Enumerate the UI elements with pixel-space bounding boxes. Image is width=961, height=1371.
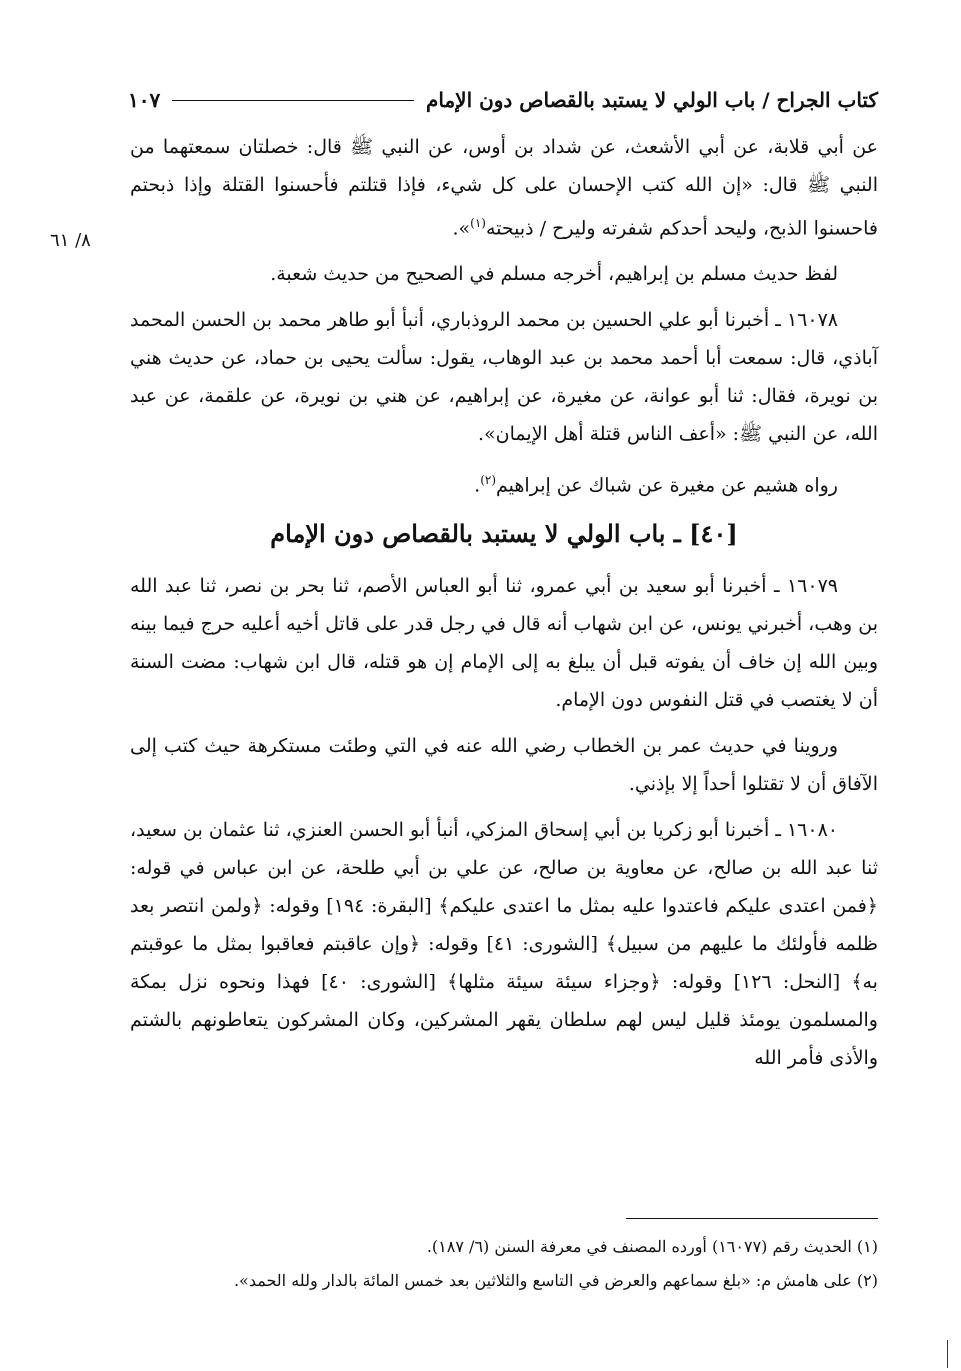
paragraph: لفظ حديث مسلم بن إبراهيم، أخرجه مسلم في الصحيح من حديث شعبة.	[270, 263, 838, 286]
hadith-16079: ١٦٠٧٩ ـ أخبرنا أبو سعيد بن أبي عمرو، ثنا أبو العباس الأصم، ثنا بحر بن نصر، ثنا عبد الله بن وهب، أخبرني يونس، عن ابن شهاب أنه قال في رجل قدر على قاتل أخيه أعليه حرج فيما بينه وبين الله إن خاف أن يفوته قبل أن يبلغ به إلى الإمام إن هو قتله، قال ابن شهاب: مضت السنة أن لا يغتصب في قتل النفوس دون الإمام.	[130, 574, 878, 711]
footnote-separator	[626, 1218, 878, 1219]
main-text	[130, 128, 878, 1085]
footnote-marker: (١)	[470, 216, 486, 230]
hadith-16080: ١٦٠٨٠ ـ أخبرنا أبو زكريا بن أبي إسحاق المزكي، أنبأ أبو الحسن العنزي، ثنا عثمان بن سعيد، ثنا عبد الله بن صالح، عن معاوية بن صالح، عن علي بن أبي طلحة، عن ابن عباس في قوله: ﴿فمن اعتدى عليكم فاعتدوا عليه بمثل ما اعتدى عليكم﴾ [البقرة: ١٩٤] وقوله: ﴿ولمن انتصر بعد ظلمه فأولئك ما عليهم من سبيل﴾ [الشورى: ٤١] وقوله: ﴿وإن عاقبتم فعاقبوا بمثل ما عوقبتم به﴾ [النحل: ١٢٦] وقوله: ﴿وجزاء سيئة سيئة مثلها﴾ [الشورى: ٤٠] فهذا ونحوه نزل بمكة والمسلمون يومئذ قليل ليس لهم سلطان يقهر المشركين، وكان المشركون يتعاطونهم بالشتم والأذى فأمر الله	[130, 818, 878, 1069]
running-header	[128, 82, 878, 118]
footnotes	[130, 1230, 878, 1298]
margin-reference: ٨/ ٦١	[50, 230, 91, 251]
page-number: ١٠٧	[128, 88, 161, 112]
header-title: كتاب الجراح / باب الولي لا يستبد بالقصاص دون الإمام	[425, 88, 878, 112]
paragraph: رواه هشيم عن مغيرة عن شباك عن إبراهيم$^{(٢)}$.	[474, 473, 838, 497]
page-edge-mark	[947, 1340, 948, 1368]
header-rule	[172, 100, 414, 101]
hadith-16078: ١٦٠٧٨ ـ أخبرنا أبو علي الحسين بن محمد الروذباري، أنبأ أبو طاهر محمد بن الحسن المحمد آباذي، قال: سمعت أبا أحمد محمد بن عبد الوهاب، يقول: سألت يحيى بن حماد، عن حديث هني بن نويرة، فقال: ثنا أبو عوانة، عن مغيرة، عن إبراهيم، عن هني بن نويرة، عن علقمة، عن عبد الله، عن النبي ﷺ: «أعف الناس قتلة أهل الإيمان».	[130, 309, 878, 446]
footnote-1: (١) الحديث رقم (١٦٠٧٧) أورده المصنف في معرفة السنن (٦/ ١٨٧).	[426, 1237, 878, 1256]
paragraph: وروينا في حديث عمر بن الخطاب رضي الله عنه في التي وطئت مستكرهة حيث كتب إلى الآفاق أن لا تقتلوا أحداً إلا بإذني.	[130, 734, 878, 795]
footnote-2: (٢) على هامش م: «بلغ سماعهم والعرض في التاسع والثلاثين بعد خمس المائة بالدار ولله الحمد».	[233, 1271, 878, 1290]
paragraph: عن أبي قلابة، عن أبي الأشعث، عن شداد بن أوس، عن النبي ﷺ قال: خصلتان سمعتهما من النبي ﷺ قال: «إن الله كتب الإحسان على كل شيء، فإذا قتلتم فأحسنوا القتلة وإذا ذبحتم فاحسنوا الذبح، وليحد أحدكم شفرته وليرح / ذبيحته$^{(١)}$».	[130, 136, 878, 240]
footnote-marker: (٢)	[480, 473, 497, 488]
section-title: [٤٠] ـ باب الولي لا يستبد بالقصاص دون الإمام	[270, 518, 738, 548]
